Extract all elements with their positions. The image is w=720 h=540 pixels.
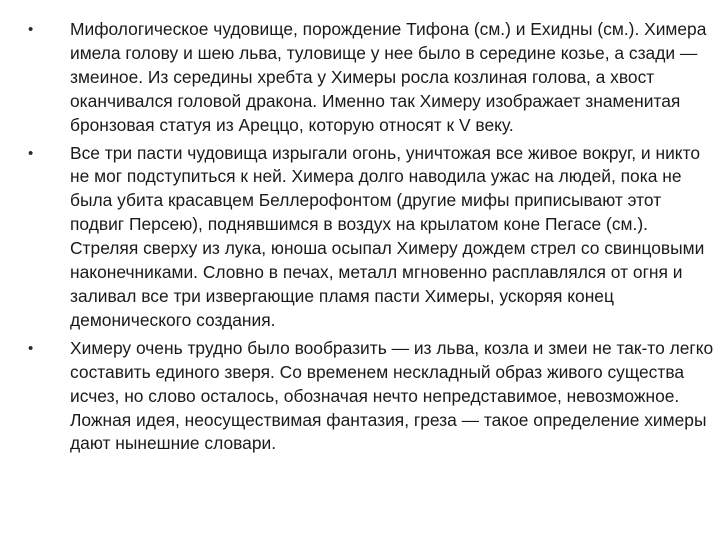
bullet-marker: • (28, 144, 34, 162)
bullet-item-origin (24, 18, 714, 138)
bullet-list (24, 18, 714, 460)
bullet-item-defeat (24, 142, 714, 333)
bullet-text-origin: Мифологическое чудовище, порождение Тифона (см.) и Ехидны (см.). Химера имела голову и шею льва, туловище у нее было в середине козье, а сзади — змеиное. Из середины хребта у Химеры росла козлиная голова, а хвост оканчивался головой дракона. Именно так Химеру изображает знаменитая бронзовая статуя из Ареццо, которую относят к V веку. (70, 19, 707, 135)
bullet-text-meaning: Химеру очень трудно было вообразить — из льва, козла и змеи не так-то легко составить единого зверя. Со временем нескладный образ живого существа исчез, но слово осталось, обозначая нечто непредставимое, невозможное. Ложная идея, неосуществимая фантазия, греза — такое определение химеры дают нынешние словари. (70, 337, 714, 454)
bullet-marker: • (28, 339, 34, 357)
bullet-marker: • (28, 21, 34, 38)
bullet-item-meaning (24, 337, 714, 457)
bullet-text-defeat: Все три пасти чудовища изрыгали огонь, уничтожая все живое вокруг, и никто не мог подступиться к ней. Химера долго наводила ужас на людей, пока не была убита красавцем Беллерофонтом (другие мифы приписывают этот подвиг Персею), поднявшимся в воздух на крылатом коне Пегасе (см.). Стреляя сверху из лука, юноша осыпал Химеру дождем стрел со свинцовыми наконечниками. Словно в печах, металл мгновенно расплавлялся от огня и заливал все три извергающие пламя пасти Химеры, ускоряя конец демонического создания. (70, 142, 705, 330)
